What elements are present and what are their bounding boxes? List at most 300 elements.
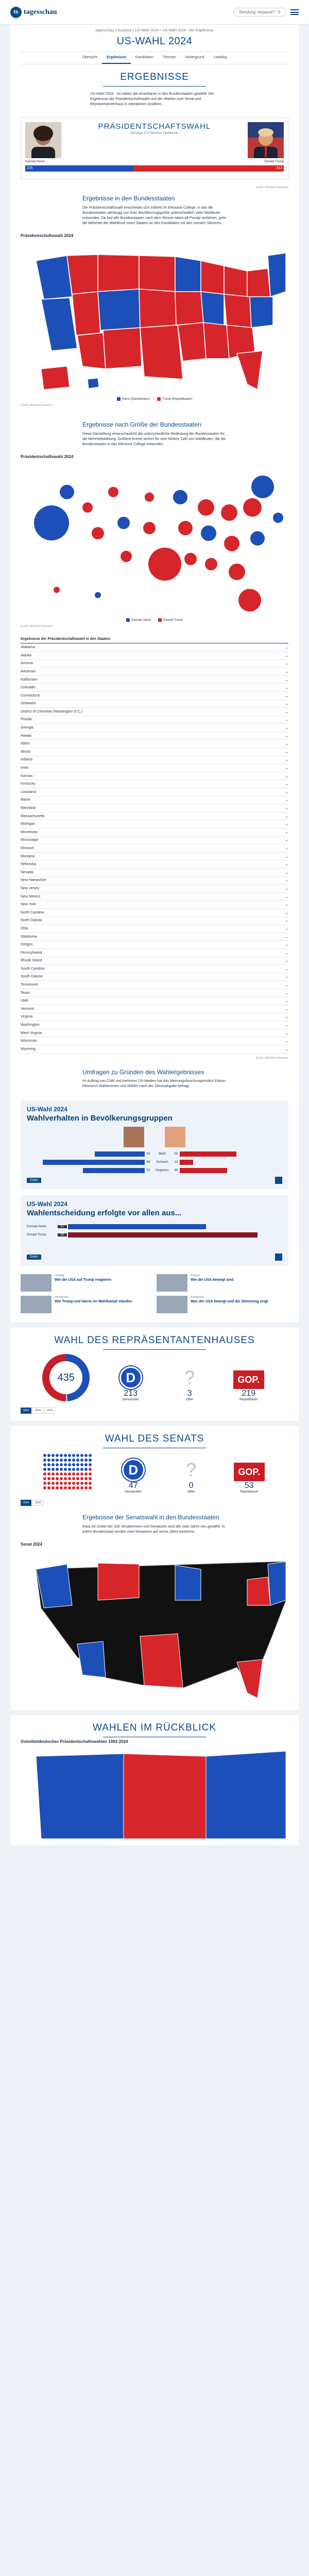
state-row[interactable] (21, 860, 288, 869)
survey-bar-row (27, 1223, 282, 1230)
state-row[interactable] (21, 941, 288, 949)
chevron-down-icon: ⌄ (285, 894, 288, 899)
senate-seat-dot (64, 1463, 67, 1466)
map2-source: Quelle: AP/Edison Research (21, 625, 54, 629)
state-bubble[interactable] (54, 587, 60, 593)
state-bubble[interactable] (250, 531, 265, 546)
share-icon-2[interactable] (275, 1253, 282, 1261)
state-row[interactable] (21, 1037, 288, 1045)
state-row[interactable] (21, 1013, 288, 1022)
chevron-down-icon: ⌄ (285, 854, 288, 859)
senate-seat-dot (56, 1482, 59, 1485)
state-name: West Virginia (21, 1031, 42, 1035)
senate-seat-dot (52, 1468, 55, 1471)
state-row[interactable] (21, 716, 288, 724)
state-oh-in[interactable] (224, 266, 247, 297)
toggle-option[interactable]: 2020 (32, 1408, 43, 1414)
senate-seat-dot (76, 1459, 79, 1462)
state-ca[interactable] (41, 298, 77, 351)
gop-logo-icon: GOP. (233, 1370, 264, 1389)
state-name: Alabama (21, 646, 35, 650)
chevron-down-icon: ⌄ (285, 990, 288, 995)
state-nm[interactable] (103, 328, 142, 369)
state-name: New Jersey (21, 886, 40, 890)
senate-seat-dot (52, 1454, 55, 1457)
state-row[interactable] (21, 965, 288, 973)
logo-text: tagesschau (24, 8, 57, 16)
state-name: Connecticut (21, 693, 40, 698)
state-name: Kentucky (21, 782, 36, 786)
state-row[interactable] (21, 740, 288, 748)
harris-portrait (25, 122, 61, 158)
state-pa[interactable] (247, 268, 270, 297)
rep-bar (180, 1168, 227, 1173)
senate-seat-dot (84, 1472, 88, 1476)
state-row[interactable] (21, 901, 288, 909)
state-bubble[interactable] (221, 504, 237, 521)
state-row[interactable] (21, 756, 288, 765)
state-row[interactable] (21, 973, 288, 981)
legend-dem: Harris (Demokraten) (117, 397, 150, 401)
state-bubble[interactable] (143, 522, 156, 534)
chevron-down-icon: ⌄ (285, 661, 288, 666)
state-name: District of Columbia (Washington D.C.) (21, 709, 82, 714)
state-name: Ohio (21, 926, 28, 930)
house-rep-label: Republikaner (239, 1398, 258, 1402)
chevron-down-icon: ⌄ (285, 902, 288, 907)
senate-seat-dot (56, 1459, 59, 1462)
senate-seat-dot (68, 1477, 71, 1480)
state-row[interactable] (21, 949, 288, 957)
toggle-option[interactable]: 2020 (32, 1500, 43, 1506)
state-hi[interactable] (88, 378, 99, 388)
chevron-down-icon: ⌄ (285, 862, 288, 867)
senate-seat-dot (80, 1486, 83, 1489)
senate-seat-dot (47, 1459, 50, 1462)
state-co[interactable] (98, 289, 140, 330)
state-row[interactable] (21, 748, 288, 756)
senate-seat-dot (89, 1468, 92, 1471)
tab-uebersicht[interactable]: Übersicht (82, 56, 98, 59)
senate-seat-dot (89, 1463, 92, 1466)
chevron-down-icon: ⌄ (285, 717, 288, 722)
senate-seat-dot (76, 1463, 79, 1466)
chevron-down-icon: ⌄ (285, 878, 288, 883)
share-icon[interactable] (275, 1177, 282, 1184)
senate-seat-dot (84, 1459, 88, 1462)
state-bubble[interactable] (184, 553, 197, 565)
state-bubble[interactable] (121, 551, 132, 562)
legend2-dem: Kamala Harris (126, 618, 151, 622)
senate-open (173, 1459, 209, 1494)
state-row[interactable] (21, 925, 288, 933)
state-mn[interactable] (175, 257, 201, 292)
state-ny-ne[interactable] (268, 253, 286, 297)
senate-seat-dot (84, 1454, 88, 1457)
state-row[interactable] (21, 692, 288, 700)
state-row[interactable] (21, 1045, 288, 1054)
senate-seat-dot (64, 1459, 67, 1462)
rep-bar (180, 1151, 236, 1157)
senate-state-dem[interactable] (268, 1562, 286, 1605)
senate-seat-dot (76, 1486, 79, 1489)
state-row[interactable] (21, 788, 288, 796)
senate-open-seats: 0 (188, 1481, 194, 1490)
state-name: Texas (21, 991, 30, 995)
state-ia-mo[interactable] (175, 292, 203, 325)
state-bubble[interactable] (224, 536, 239, 551)
state-va-nc[interactable] (250, 297, 273, 328)
state-row[interactable] (21, 652, 288, 660)
state-name: Vermont (21, 1007, 35, 1011)
senate-state-rep[interactable] (247, 1577, 270, 1605)
senate-seat-dot (72, 1482, 75, 1485)
history-state-dem[interactable] (206, 1751, 286, 1839)
chevron-down-icon: ⌄ (285, 1030, 288, 1036)
state-row[interactable] (21, 708, 288, 716)
state-row[interactable] (21, 772, 288, 781)
state-bubble[interactable] (108, 487, 118, 497)
state-row[interactable] (21, 724, 288, 732)
tab-hintergrund[interactable]: Hintergrund (185, 56, 204, 59)
state-row[interactable] (21, 885, 288, 893)
map1-heading: Ergebnisse in den Bundesstaaten (82, 195, 175, 202)
state-name: Maryland (21, 806, 36, 810)
state-il[interactable] (201, 292, 224, 325)
state-row[interactable] (21, 700, 288, 708)
survey2-data-button[interactable]: Daten (27, 1255, 41, 1260)
state-id-mt[interactable] (67, 255, 98, 294)
state-wi-mi[interactable] (201, 261, 224, 294)
state-row[interactable] (21, 660, 288, 668)
chevron-down-icon: ⌄ (285, 653, 288, 658)
state-bubble[interactable] (82, 502, 93, 513)
state-name: Utah (21, 999, 28, 1003)
results-title: ERGEBNISSE (120, 72, 189, 82)
map1-container (10, 231, 299, 409)
state-name: Florida (21, 718, 32, 722)
teaser-image (21, 1274, 52, 1292)
state-row[interactable] (21, 668, 288, 676)
state-bubble[interactable] (173, 490, 187, 504)
senate-state-rep[interactable] (140, 1634, 183, 1688)
senate-seat-dot (60, 1468, 63, 1471)
senate-rep-seats: 53 (244, 1481, 254, 1490)
chevron-down-icon: ⌄ (285, 1046, 288, 1052)
rep-vote-segment: 312 (134, 165, 284, 172)
logo-icon: ts (10, 7, 22, 18)
state-row[interactable] (21, 764, 288, 772)
senate-title: WAHL DES SENATS (105, 1433, 204, 1445)
senate-seat-dot (89, 1477, 92, 1480)
survey2-footer (27, 1253, 282, 1261)
harris-thumb (124, 1127, 144, 1147)
state-row[interactable] (21, 917, 288, 925)
chevron-down-icon: ⌄ (285, 918, 288, 923)
state-bubble[interactable] (34, 505, 69, 540)
state-row[interactable] (21, 1029, 288, 1038)
state-row[interactable] (21, 780, 288, 788)
senate-seat-dot (89, 1482, 92, 1485)
menu-icon[interactable] (290, 9, 299, 15)
dem-value: 52 (146, 1168, 150, 1172)
state-bubble[interactable] (60, 485, 74, 499)
survey-bar-row (27, 1167, 282, 1174)
state-name: Colorado (21, 686, 36, 690)
bubble-map[interactable] (21, 461, 288, 616)
state-name: South Carolina (21, 967, 45, 971)
house-total: 435 (49, 1361, 82, 1394)
tagesschau-logo[interactable] (10, 7, 57, 18)
search-input[interactable] (233, 8, 286, 16)
us-results-map[interactable] (21, 240, 288, 395)
senate-seat-dot (60, 1454, 63, 1457)
state-name: Wyoming (21, 1047, 36, 1051)
state-ne-ks[interactable] (139, 289, 176, 328)
senate-seat-dot (84, 1463, 88, 1466)
rep-candidate-name: Donald Trump (264, 160, 284, 164)
survey-bar-row (27, 1150, 282, 1157)
state-bubble[interactable] (145, 493, 154, 502)
state-bubble[interactable] (198, 499, 214, 516)
senate-text-block (82, 1508, 227, 1540)
survey1-kicker: US-Wahl 2024 (27, 1106, 67, 1113)
rep-value: 13 (174, 1160, 178, 1164)
chevron-down-icon: ⌄ (285, 982, 288, 988)
state-name: Delaware (21, 702, 36, 706)
tab-liveblog[interactable]: Liveblog (213, 56, 227, 59)
chevron-down-icon: ⌄ (285, 966, 288, 971)
state-name: Wisconsin (21, 1039, 37, 1043)
state-name: Arizona (21, 662, 33, 666)
history-state-dem[interactable] (36, 1754, 124, 1839)
state-bubble[interactable] (148, 548, 181, 581)
senate-map[interactable] (21, 1549, 288, 1703)
state-ky-tn[interactable] (224, 294, 251, 328)
senate-seat-dot (84, 1482, 88, 1485)
dem-vote-segment: 226 (25, 165, 134, 172)
toggle-option[interactable]: 2024 (21, 1500, 31, 1506)
question-icon: ? (184, 1367, 195, 1388)
senate-seat-dot (52, 1472, 55, 1476)
rep-bar (180, 1160, 193, 1165)
senate-seat-dot (72, 1459, 75, 1462)
state-row[interactable] (21, 981, 288, 989)
state-name: Kansas (21, 774, 33, 778)
tab-ergebnisse[interactable]: Ergebnisse (102, 52, 131, 64)
survey1-portraits (27, 1127, 282, 1147)
state-name: Indiana (21, 758, 32, 762)
survey1-footer (27, 1177, 282, 1184)
senate-seat-dot (56, 1486, 59, 1489)
state-bubble[interactable] (243, 498, 262, 517)
state-bubble[interactable] (95, 592, 101, 598)
teaser-card[interactable] (21, 1296, 152, 1313)
rep-value: 46 (174, 1168, 178, 1172)
state-name: Oklahoma (21, 935, 37, 939)
chevron-down-icon: ⌄ (285, 822, 288, 827)
survey2-title: Wahlentscheidung erfolgte vor allen aus... (27, 1209, 182, 1218)
state-row[interactable] (21, 877, 288, 885)
chevron-down-icon: ⌄ (285, 1023, 288, 1028)
group-label: Weiß (158, 1152, 166, 1156)
state-row[interactable] (21, 933, 288, 941)
state-name: Hawaii (21, 734, 32, 738)
state-row[interactable] (21, 989, 288, 997)
house-title: WAHL DES REPRÄSENTANTENHAUSES (54, 1335, 255, 1346)
state-name: Rhode Island (21, 959, 42, 963)
state-bubble[interactable] (117, 517, 130, 529)
state-wa-or[interactable] (36, 256, 72, 299)
senate-heading: Ergebnisse der Senatswahl in den Bundesstaaten (82, 1514, 219, 1521)
value-bar (68, 1224, 206, 1229)
dem-logo-icon: D (119, 1366, 142, 1389)
map1-source: Quelle: AP/Edison Research (21, 404, 54, 408)
state-ar-la[interactable] (178, 323, 206, 361)
state-bubble[interactable] (92, 527, 104, 539)
state-row[interactable] (21, 676, 288, 684)
state-tx-ok[interactable] (140, 325, 183, 379)
state-row[interactable] (21, 869, 288, 877)
senate-seat-dot (43, 1463, 46, 1466)
house-rep-seats: 219 (242, 1389, 256, 1398)
state-ak[interactable] (41, 366, 70, 389)
state-row[interactable] (21, 820, 288, 828)
teaser-image (157, 1296, 187, 1313)
senate-state-rep[interactable] (237, 1659, 263, 1698)
state-row[interactable] (21, 684, 288, 692)
value-label: 67 (58, 1225, 67, 1228)
senate-seat-dot (43, 1477, 46, 1480)
state-row[interactable] (21, 844, 288, 853)
senate-seat-dot (68, 1468, 71, 1471)
senate-map-container (10, 1540, 299, 1705)
state-row[interactable] (21, 732, 288, 740)
senate-dem (115, 1459, 151, 1494)
survey1-data-button[interactable]: Daten (27, 1178, 41, 1183)
dem-candidate-name: Kamala Harris (25, 160, 45, 164)
senate-seat-dot (43, 1472, 46, 1476)
toggle-option[interactable]: 2016 (44, 1408, 55, 1414)
chevron-down-icon: ⌄ (285, 910, 288, 915)
state-row[interactable] (21, 1005, 288, 1013)
state-name: Minnesota (21, 830, 38, 834)
chevron-down-icon: ⌄ (285, 789, 288, 794)
senate-seats (10, 1448, 299, 1498)
chevron-down-icon: ⌄ (285, 870, 288, 875)
state-fl[interactable] (237, 351, 263, 389)
state-mt-wy[interactable] (98, 255, 139, 292)
state-row[interactable] (21, 643, 288, 652)
state-name: Pennsylvania (21, 951, 42, 955)
senate-seat-dot (84, 1468, 88, 1471)
senate-state-rep[interactable] (98, 1563, 139, 1600)
state-row[interactable] (21, 837, 288, 845)
tab-themen[interactable]: Themen (163, 56, 176, 59)
survey2-rows (27, 1223, 282, 1238)
state-row[interactable] (21, 853, 288, 861)
tab-kandidaten[interactable]: Kandidaten (135, 56, 154, 59)
house-rep (231, 1370, 267, 1401)
teaser-kicker: Liveblog (55, 1274, 64, 1278)
state-row[interactable] (21, 957, 288, 965)
senate-seat-dot (43, 1468, 46, 1471)
state-row[interactable] (21, 796, 288, 805)
teaser-card[interactable] (157, 1274, 288, 1292)
state-bubble[interactable] (229, 564, 245, 580)
state-bubble[interactable] (205, 558, 217, 570)
teaser-card[interactable] (157, 1296, 288, 1313)
state-ms-al[interactable] (203, 323, 229, 359)
toggle-option[interactable]: 2024 (21, 1408, 31, 1414)
dem-bar (43, 1160, 145, 1165)
state-name: Kalifornien (21, 677, 38, 682)
teaser-title: Was der USA bewegt und die Stimmung zeigt (191, 1299, 268, 1303)
teaser-image (157, 1274, 187, 1292)
state-dakotas[interactable] (139, 256, 175, 292)
senate-seat-dot (56, 1468, 59, 1471)
teaser-card[interactable] (21, 1274, 152, 1292)
chevron-down-icon: ⌄ (285, 733, 288, 738)
senate-caption: Senat 2024 (21, 1541, 42, 1547)
state-bubble[interactable] (178, 521, 193, 535)
state-row[interactable] (21, 893, 288, 901)
state-bubble[interactable] (273, 513, 283, 523)
chevron-down-icon: ⌄ (285, 934, 288, 939)
map1-text: Die Präsidentschaftswahl entscheidet sich indirekt im Electoral College, in das die Bundesstaaten abhängig von ihrer Bevölkerungsgröße unterschiedlich viele Wahlleute entsenden. Da fast alle Bundesstaaten nach dem Winner-takes-all-Prinzip verfahren, geht die Mehrheit der Wahlleute eines Staates an den Kandidaten mit den meisten Stimmen. (82, 206, 226, 226)
senate-state-dem[interactable] (77, 1641, 106, 1677)
history-map[interactable] (21, 1746, 288, 1839)
state-row[interactable] (21, 1021, 288, 1029)
dem-value: 42 (146, 1152, 150, 1156)
map1-caption: Präsidentschaftswahl 2024 (21, 233, 74, 239)
state-name: Mississippi (21, 838, 38, 842)
breadcrumb[interactable]: tagesschau > Ausland > US-Wahl 2024 > US-Wahl 2024 - Die Ergebnisse (95, 29, 214, 32)
state-bubble[interactable] (201, 526, 216, 541)
senate-seat-dot (43, 1454, 46, 1457)
senate-seat-dot (47, 1482, 50, 1485)
state-row[interactable] (21, 997, 288, 1005)
chevron-down-icon: ⌄ (285, 701, 288, 706)
senate-seat-dot (68, 1463, 71, 1466)
chevron-down-icon: ⌄ (285, 749, 288, 754)
state-name: Tennessee (21, 983, 38, 987)
house-dem-label: Demokraten (122, 1398, 140, 1402)
state-row[interactable] (21, 804, 288, 812)
map2-caption: Präsidentschaftswahl 2024 (21, 454, 74, 460)
teaser-kicker: Hintergrund (55, 1296, 68, 1299)
state-row[interactable] (21, 812, 288, 821)
history-state-rep[interactable] (124, 1754, 206, 1839)
state-row[interactable] (21, 828, 288, 837)
state-az[interactable] (77, 333, 106, 369)
state-row[interactable] (21, 909, 288, 917)
chevron-down-icon: ⌄ (285, 958, 288, 963)
house-open-label: Offen (185, 1398, 194, 1402)
state-name: Oregon (21, 943, 33, 947)
map2-text-block (82, 409, 227, 452)
state-bubble[interactable] (251, 476, 274, 498)
senate-seat-dot (64, 1477, 67, 1480)
chevron-down-icon: ⌄ (285, 766, 288, 771)
state-bubble[interactable] (238, 589, 261, 612)
state-name: Montana (21, 854, 35, 858)
senate-seat-dot (68, 1454, 71, 1457)
senate-text: Etwa ein Drittel der 100 Senatorinnen und Senatoren wird alle zwei Jahre neu gewählt. In jedem Bundesstaat werden zwei Senatoren auf sechs Jahre bestimmt. (82, 1524, 225, 1534)
state-nv-ut[interactable] (72, 292, 100, 335)
senate-state-dem[interactable] (175, 1565, 201, 1600)
senate-seat-dot (43, 1486, 46, 1489)
